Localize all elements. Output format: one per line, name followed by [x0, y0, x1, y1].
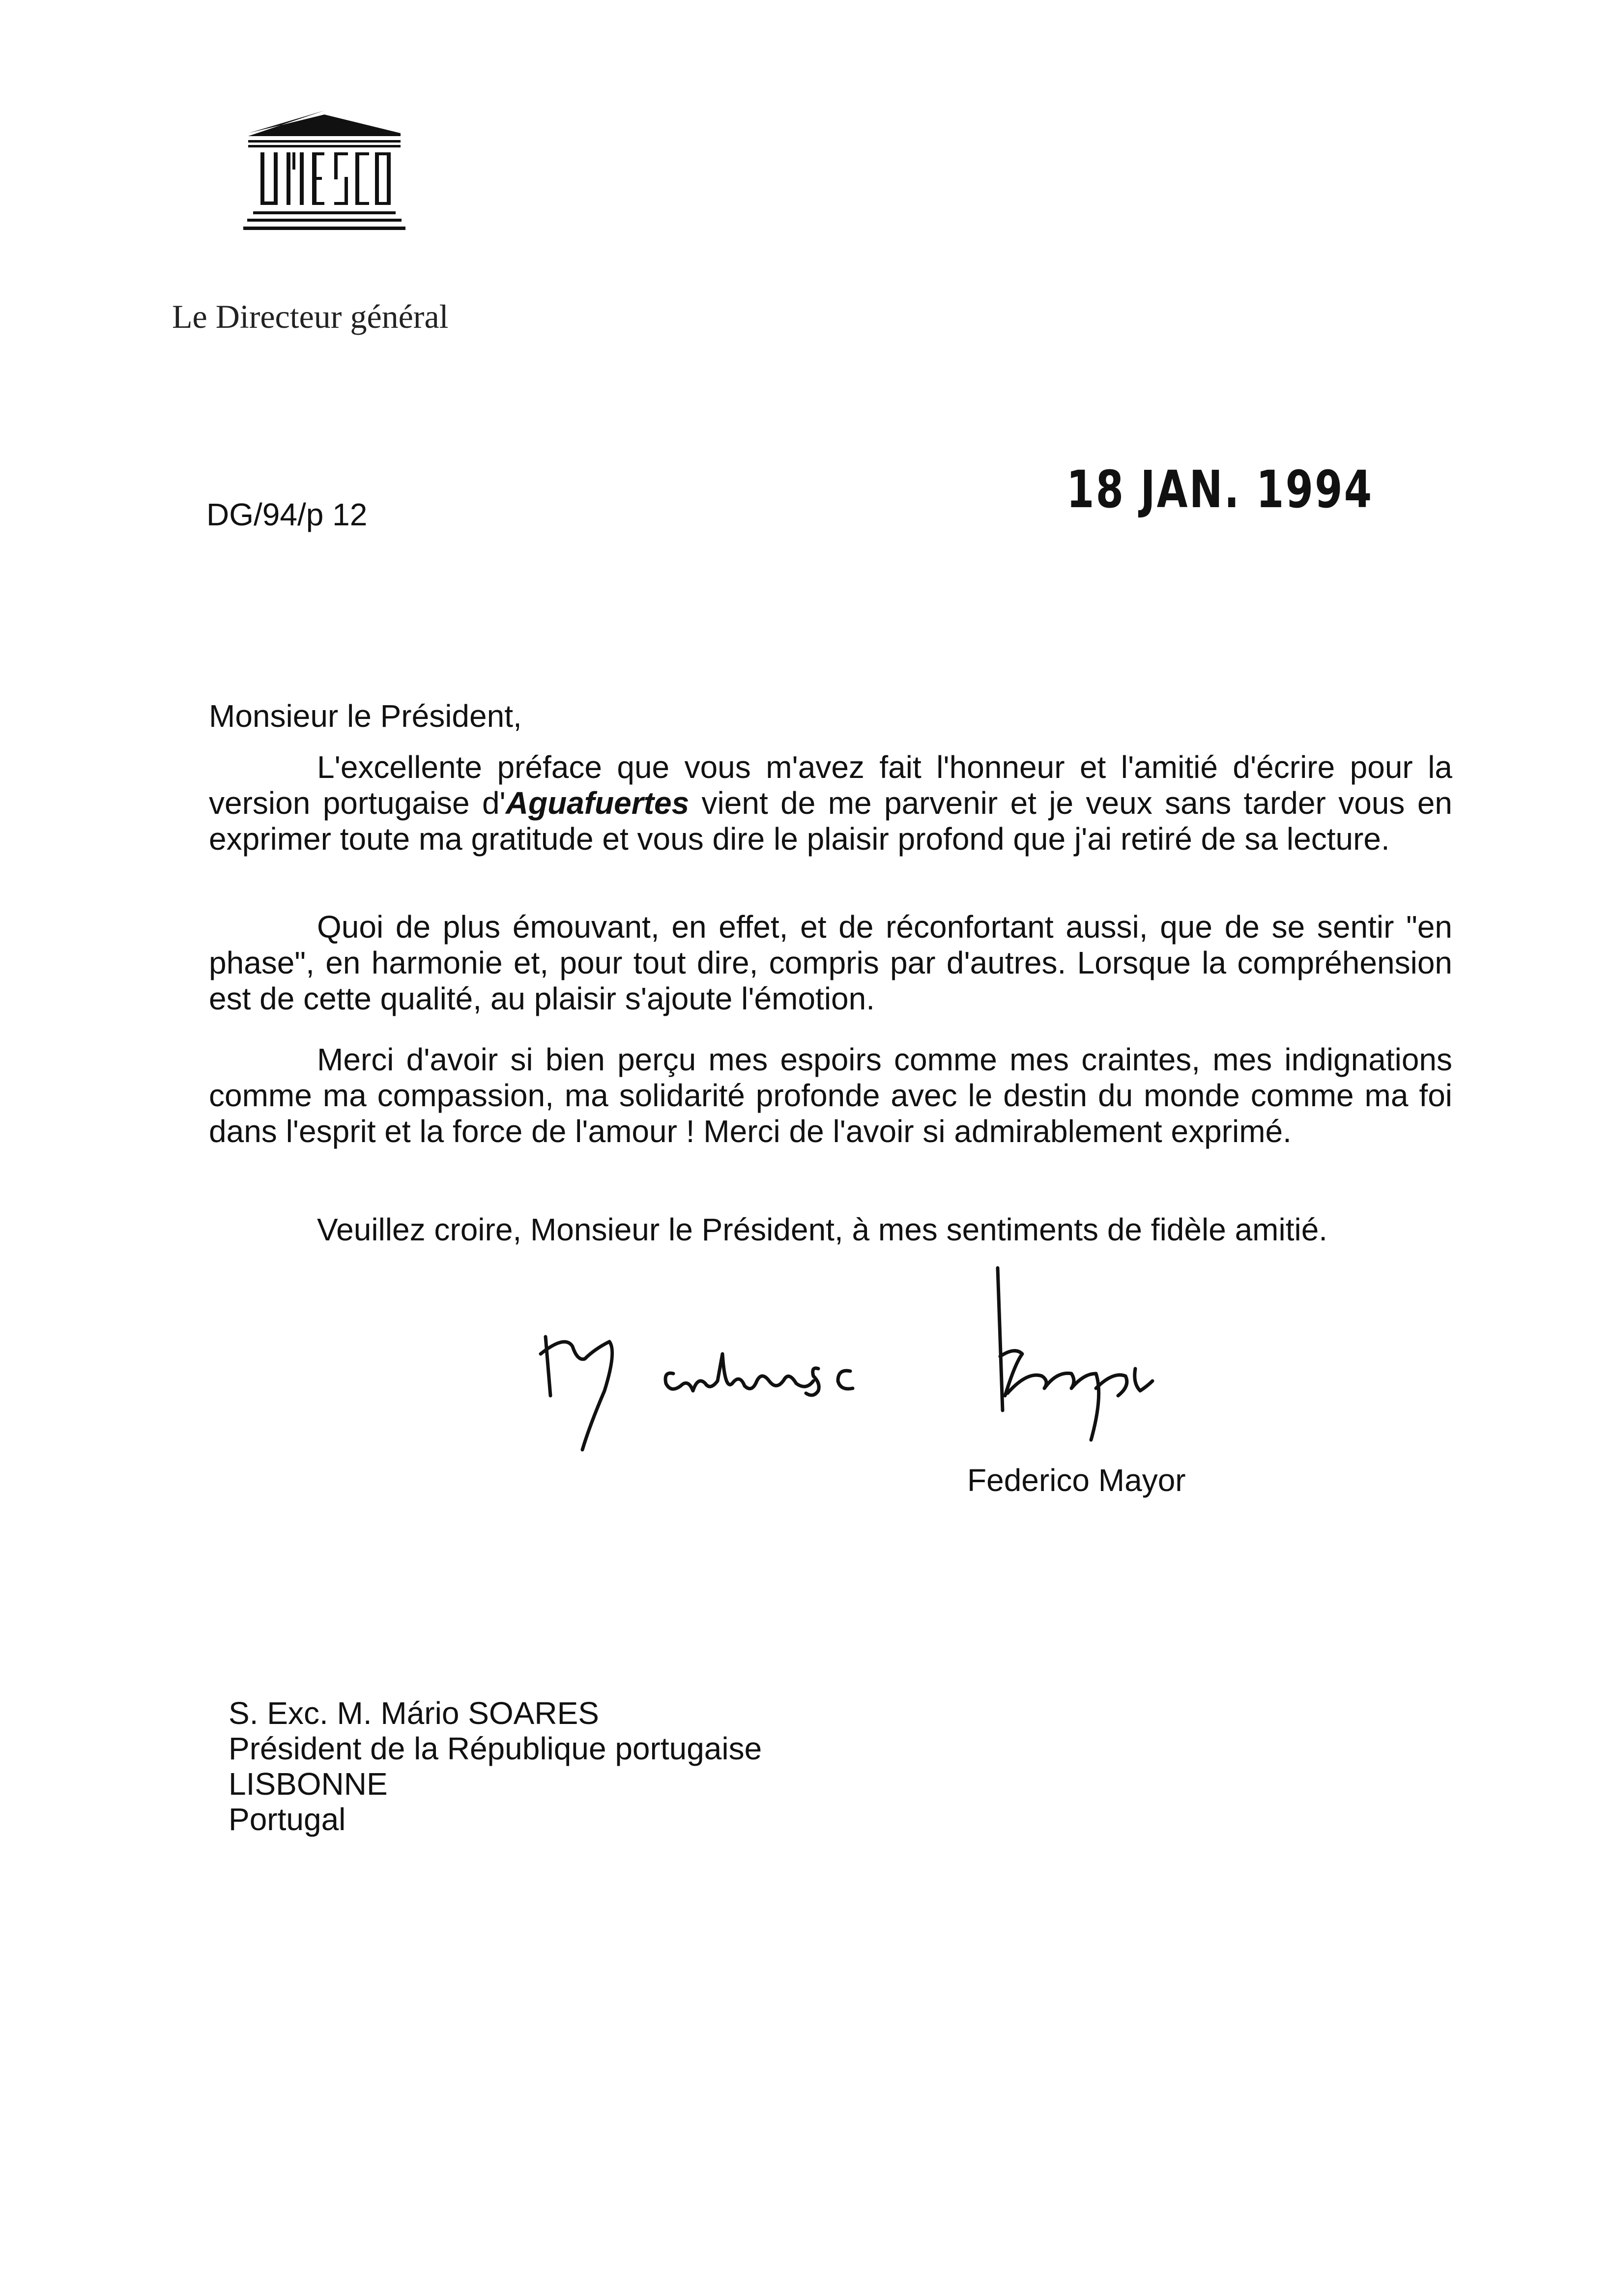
unesco-letters	[260, 152, 391, 205]
sender-title: Le Directeur général	[172, 298, 449, 335]
paragraph-1	[209, 749, 1452, 857]
recipient-address	[229, 1695, 762, 1837]
handwritten-signature	[531, 1248, 1268, 1464]
unesco-logo	[243, 111, 405, 233]
book-title: Aguafuertes	[505, 785, 690, 821]
paragraph-3: Merci d'avoir si bien perçu mes espoirs comme mes craintes, mes indignations comme ma compassion, ma solidarité profonde avec le destin du monde comme ma foi dans l'esprit et la force de l'amour ! Merci de l'avoir si admirablement exprimé.	[209, 1042, 1452, 1149]
recipient-line-3: LISBONNE	[229, 1766, 388, 1802]
paragraph-2: Quoi de plus émouvant, en effet, et de réconfortant aussi, que de se sentir "en phase", en harmonie et, pour tout dire, compris par d'autres. Lorsque la compréhension est de cette qualité, au plaisir s'ajoute l'émotion.	[209, 909, 1452, 1016]
salutation: Monsieur le Président,	[209, 698, 522, 734]
date-stamp: 18 JAN. 1994	[1066, 459, 1374, 519]
signer-name: Federico Mayor	[967, 1463, 1186, 1498]
recipient-line-1: S. Exc. M. Mário SOARES	[229, 1695, 599, 1731]
paragraph-1-before: L'excellente préface que vous m'avez fait l'honneur et l'amitié d'écrire pour la version portugaise d'	[209, 749, 1452, 821]
recipient-line-2: Président de la République portugaise	[229, 1731, 762, 1766]
paragraph-1-after: vient de me parvenir et je veux sans tarder vous en exprimer toute ma gratitude et vous dire le plaisir profond que j'ai retiré de sa lecture.	[209, 785, 1453, 857]
recipient-line-4: Portugal	[229, 1802, 346, 1837]
closing-formula: Veuillez croire, Monsieur le Président, à mes sentiments de fidèle amitié.	[317, 1212, 1328, 1247]
reference-number: DG/94/p 12	[206, 497, 368, 532]
